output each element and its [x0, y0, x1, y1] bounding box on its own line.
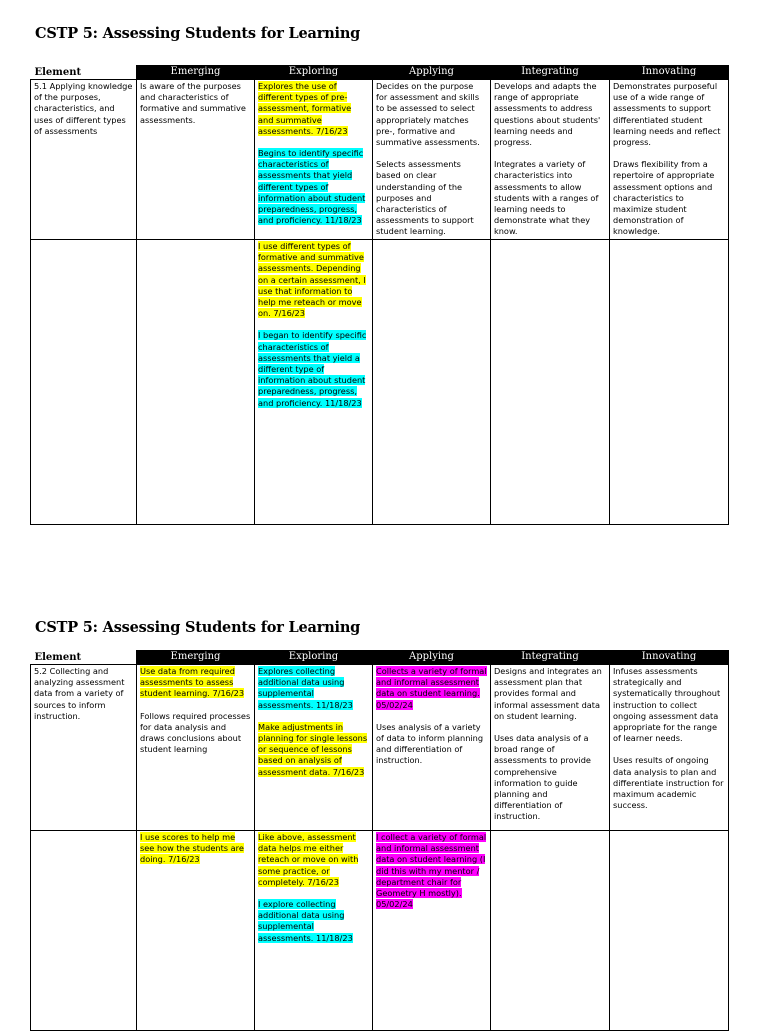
- level-header-integrating: Integrating: [491, 66, 610, 80]
- page-title: CSTP 5: Assessing Students for Learning: [35, 619, 361, 636]
- cell-text: Make adjustments in planning for single lessons or sequence of lessons based on analysis of assessment data. 7/16/23: [258, 721, 368, 777]
- evidence-element: [31, 240, 137, 525]
- cell-text: Demonstrates purposeful use of a wide range of assessments to support differentiated student learning needs and reflect progress.: [613, 81, 721, 148]
- cell-text: Collects a variety of formal and informal assessment data on student learning. 05/02/24: [376, 666, 487, 710]
- cell-text: I use different types of formative and summative assessments. Depending on a certain assessment, I use that information to help me reteach or move on. 7/16/23: [258, 241, 366, 319]
- evidence-exploring: [255, 831, 373, 1031]
- evidence-exploring: [255, 240, 373, 525]
- cell-paragraph: [258, 81, 369, 137]
- element-name: 5.2 Collecting and analyzing assessment data from a variety of sources to inform instruction.: [31, 665, 137, 831]
- cell-text: Designs and integrates an assessment plan that provides formal and informal assessment data on student learning.: [494, 666, 602, 721]
- level-header-emerging: Emerging: [137, 651, 255, 665]
- cell-paragraph: [258, 241, 369, 319]
- descriptor-integrating: [491, 80, 610, 240]
- rubric-table: [30, 650, 729, 1031]
- cell-paragraph: [376, 159, 487, 237]
- cell-text: Uses analysis of a variety of data to inform planning and differentiation of instruction.: [376, 721, 484, 766]
- descriptor-integrating: [491, 665, 610, 831]
- cell-text: Use data from required assessments to assess student learning. 7/16/23: [140, 666, 245, 699]
- cell-text: Uses data analysis of a broad range of assessments to provide comprehensive information to guide planning and differentiation of instruction.: [494, 733, 591, 822]
- cell-paragraph: [376, 722, 487, 767]
- cell-text: Develops and adapts the range of appropriate assessments to address questions about students' learning needs and progress.: [494, 81, 601, 148]
- element-name: 5.1 Applying knowledge of the purposes, characteristics, and uses of different types of assessments: [31, 80, 137, 240]
- cell-paragraph: [613, 159, 725, 237]
- cell-paragraph: [140, 666, 251, 700]
- element-header: Element: [31, 651, 137, 665]
- evidence-applying: [373, 831, 491, 1031]
- level-header-innovating: Innovating: [610, 651, 729, 665]
- cell-paragraph: [140, 832, 251, 866]
- descriptor-innovating: [610, 80, 729, 240]
- level-header-applying: Applying: [373, 66, 491, 80]
- level-header-emerging: Emerging: [137, 66, 255, 80]
- cell-paragraph: [140, 81, 251, 126]
- cell-text: Follows required processes for data analysis and draws conclusions about student learning: [140, 710, 251, 755]
- level-header-exploring: Exploring: [255, 66, 373, 80]
- element-header: Element: [31, 66, 137, 80]
- cell-text: I explore collecting additional data using supplemental assessments. 11/18/23: [258, 899, 353, 943]
- descriptor-emerging: [137, 80, 255, 240]
- cell-text: Is aware of the purposes and characteristics of formative and summative assessments.: [140, 81, 246, 125]
- evidence-integrating: [491, 240, 610, 525]
- evidence-innovating: [610, 240, 729, 525]
- cell-text: Like above, assessment data helps me either reteach or move on with some practice, or completely. 7/16/23: [258, 832, 359, 887]
- evidence-emerging: [137, 831, 255, 1031]
- level-header-integrating: Integrating: [491, 651, 610, 665]
- cell-paragraph: [376, 81, 487, 148]
- cell-text: Decides on the purpose for assessment and skills to be assessed to select appropriately matches pre-, formative and summative assessments.: [376, 81, 480, 148]
- level-header-innovating: Innovating: [610, 66, 729, 80]
- descriptor-exploring: [255, 665, 373, 831]
- descriptor-innovating: [610, 665, 729, 831]
- evidence-applying: [373, 240, 491, 525]
- cell-paragraph: [258, 722, 369, 778]
- descriptor-applying: [373, 665, 491, 831]
- cell-paragraph: [613, 666, 725, 744]
- cell-text: Explores the use of different types of pre-assessment, formative and summative assessments. 7/16/23: [258, 81, 352, 136]
- cell-paragraph: [376, 832, 487, 910]
- cell-paragraph: [258, 330, 369, 408]
- cell-text: Begins to identify specific characteristics of assessments that yield different types of information about student preparedness, progress, and proficiency. 11/18/23: [258, 148, 366, 226]
- evidence-innovating: [610, 831, 729, 1031]
- evidence-element: [31, 831, 137, 1031]
- cell-paragraph: [140, 711, 251, 756]
- cell-paragraph: [494, 159, 606, 237]
- cell-text: Integrates a variety of characteristics into assessments to allow students with a ranges of learning needs to demonstrate what they know.: [494, 159, 599, 237]
- descriptor-exploring: [255, 80, 373, 240]
- cell-paragraph: [494, 666, 606, 722]
- cell-paragraph: [494, 81, 606, 148]
- level-header-applying: Applying: [373, 651, 491, 665]
- cell-text: Draws flexibility from a repertoire of appropriate assessment options and characteristics to maximize student demonstration of knowledge.: [613, 159, 715, 237]
- cell-paragraph: [258, 899, 369, 944]
- cell-text: Explores collecting additional data using supplemental assessments. 11/18/23: [258, 666, 353, 710]
- cell-paragraph: [494, 733, 606, 823]
- cell-paragraph: [613, 81, 725, 148]
- cell-text: Uses results of ongoing data analysis to plan and differentiate instruction for maximum academic success.: [613, 755, 724, 811]
- cell-text: I use scores to help me see how the students are doing. 7/16/23: [140, 832, 244, 865]
- cell-text: Infuses assessments strategically and systematically throughout instruction to collect ongoing assessment data appropriate for the range of learner needs.: [613, 666, 721, 744]
- cell-paragraph: [258, 148, 369, 226]
- descriptor-applying: [373, 80, 491, 240]
- rubric-table: [30, 65, 729, 525]
- cell-text: Selects assessments based on clear understanding of the purposes and characteristics of assessments to support student learning.: [376, 159, 474, 237]
- cell-text: I began to identify specific characteristics of assessments that yield a different type of information about student preparedness, progress, and proficiency. 11/18/23: [258, 330, 367, 408]
- evidence-emerging: [137, 240, 255, 525]
- level-header-exploring: Exploring: [255, 651, 373, 665]
- evidence-integrating: [491, 831, 610, 1031]
- descriptor-emerging: [137, 665, 255, 831]
- cell-text: I collect a variety of formal and informal assessment data on student learning (I did this with my mentor / department chair for Geometry H mostly). 05/02/24: [376, 832, 487, 910]
- cell-paragraph: [376, 666, 487, 711]
- cell-paragraph: [258, 832, 369, 888]
- page-title: CSTP 5: Assessing Students for Learning: [35, 25, 361, 42]
- cell-paragraph: [613, 755, 725, 811]
- cell-paragraph: [258, 666, 369, 711]
